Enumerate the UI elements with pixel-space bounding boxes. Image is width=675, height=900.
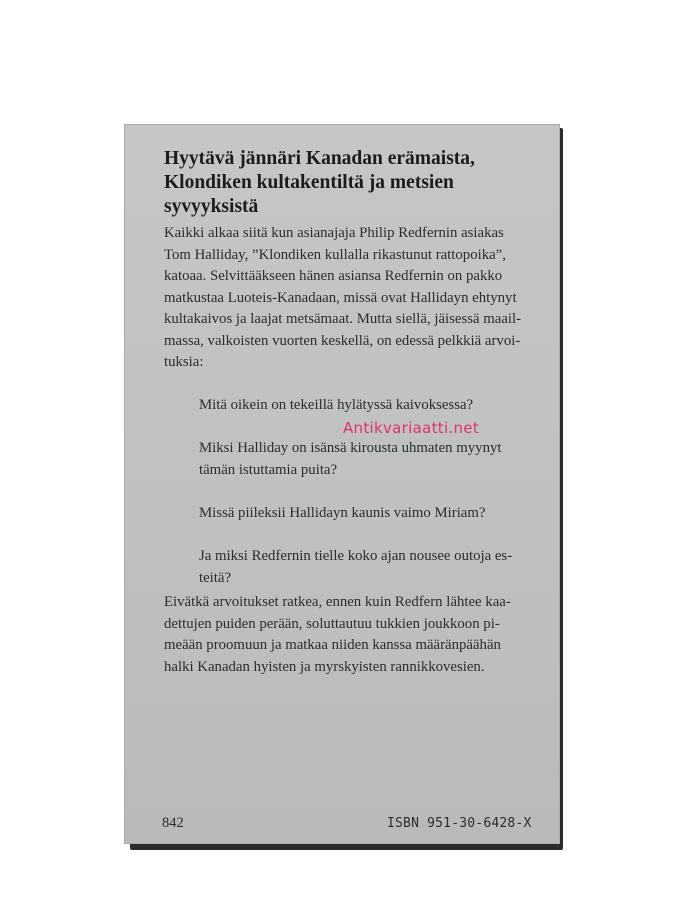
- text-line: katoaa. Selvittääkseen hänen asiansa Redfernin on pakko: [164, 268, 503, 284]
- text-line: Ja miksi Redfernin tielle koko ajan nousee outoja es-: [199, 548, 513, 564]
- text-line: Miksi Halliday on isänsä kirousta uhmaten myynyt: [199, 440, 502, 456]
- text-line: kultakaivos ja laajat metsämaat. Mutta siellä, jäisessä maail-: [164, 311, 522, 327]
- watermark-text: Antikvariaatti.net: [343, 419, 480, 437]
- headline-line: Hyytävä jännäri Kanadan erämaista,: [164, 148, 475, 169]
- text-line: Mitä oikein on tekeillä hylätyssä kaivoksessa?: [199, 397, 474, 413]
- isbn-number: ISBN 951-30-6428-X: [387, 816, 532, 831]
- text-line: Tom Halliday, ”Klondiken kullalla rikastunut rattopoika”,: [164, 246, 506, 263]
- text-line: Kaikki alkaa siitä kun asianajaja Philip Redfernin asiakas: [164, 225, 504, 241]
- text-line: tämän istuttamia puita?: [199, 462, 338, 478]
- text-line: dettujen puiden perään, soluttautuu tukkien joukkoon pi-: [164, 615, 500, 632]
- question-obstacles: [199, 546, 542, 589]
- text-line: Eivätkä arvoitukset ratkea, ennen kuin Redfern lähtee kaa-: [164, 594, 511, 610]
- intro-paragraph: [164, 223, 546, 374]
- outro-paragraph: [164, 592, 546, 678]
- question-trees: [199, 438, 542, 460]
- question-mine: [199, 395, 542, 417]
- question-trees-cont: [199, 460, 542, 482]
- text-line: Missä piileksii Hallidayn kaunis vaimo Miriam?: [199, 505, 486, 521]
- text-line: teitä?: [199, 569, 232, 586]
- text-line: matkustaa Luoteis-Kanadaan, missä ovat Hallidayn ehtynyt: [164, 289, 517, 306]
- cover-headline: [164, 147, 534, 219]
- headline-line: Klondiken kultakentiltä ja metsien: [164, 172, 454, 193]
- price-code: 842: [162, 815, 184, 831]
- question-miriam: [199, 503, 542, 525]
- text-line: meään proomuun ja matkaa niiden kanssa määränpäähän: [164, 637, 501, 653]
- headline-line: syvyyksistä: [164, 196, 259, 217]
- text-line: tuksia:: [164, 354, 204, 370]
- text-line: massa, valkoisten vuorten keskellä, on edessä pelkkiä arvoi-: [164, 332, 521, 349]
- text-line: halki Kanadan hyisten ja myrskyisten rannikkovesien.: [164, 658, 485, 675]
